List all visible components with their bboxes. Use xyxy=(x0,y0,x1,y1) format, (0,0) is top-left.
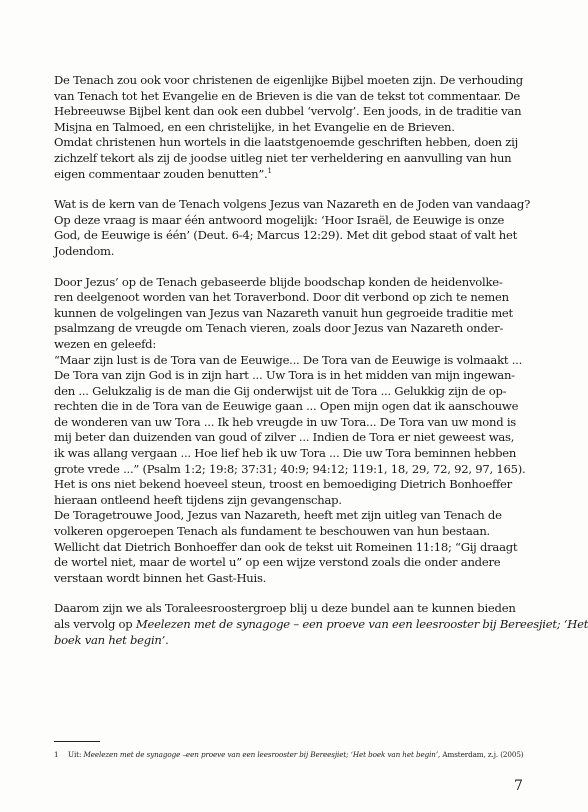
text-line: De Tora van zijn God is in zijn hart ... Uw Tora is in het midden van mijn ingewan- xyxy=(54,368,515,383)
text-line: Het is ons niet bekend hoeveel steun, troost en bemoediging Dietrich Bonhoeffer xyxy=(54,477,512,492)
text-line: Hebreeuwse Bijbel kent dan ook een dubbel ‘vervolg’. Een joods, in de traditie van xyxy=(54,104,522,119)
text-line: Wat is de kern van de Tenach volgens Jezus van Nazareth en de Joden van vandaag? xyxy=(54,197,531,212)
paragraph-gap xyxy=(54,586,514,601)
footnote-text: , Amsterdam, z.j. (2005) xyxy=(438,750,524,759)
footnote-divider xyxy=(54,741,100,742)
paragraph-kern xyxy=(54,197,531,259)
text-line: mij beter dan duizenden van goud of zilver ... Indien de Tora er niet geweest was, xyxy=(54,430,515,445)
footnote-title: Meelezen met de synagoge –een proeve van een leesrooster bij Bereesjiet; ‘Het boek van het begin’ xyxy=(83,750,439,759)
text-line: Misjna en Talmoed, en een christelijke, in het Evangelie en de Brieven. xyxy=(54,119,455,134)
text-line: Omdat christenen hun wortels in die laatstgenoemde geschriften hebben, doen zij xyxy=(54,135,518,150)
paragraph-gap xyxy=(54,260,514,275)
text-line: Op deze vraag is maar één antwoord mogelijk: ‘Hoor Israël, de Eeuwige is onze xyxy=(54,212,505,227)
text-line: kunnen de volgelingen van Jezus van Nazareth vanuit hun gegroeide traditie met xyxy=(54,305,513,320)
text-line: Daarom zijn we als Toraleesroostergroep blij u deze bundel aan te kunnen bieden xyxy=(54,601,516,616)
text-segment: als vervolg op xyxy=(54,617,136,631)
text-line: God, de Eeuwige is één’ (Deut. 6-4; Marcus 12:29). Met dit gebod staat of valt het xyxy=(54,228,518,243)
text-line: grote vrede ...” (Psalm 1:2; 19:8; 37:31; 40:9; 94:12; 119:1, 18, 29, 72, 92, 97, 165). xyxy=(54,461,526,476)
footnote xyxy=(54,750,524,760)
text-segment: – xyxy=(289,617,303,631)
book-title: Meelezen met de synagoge xyxy=(135,617,290,631)
book-subtitle: een proeve van een leesrooster bij Bereesjiet; ‘Het xyxy=(302,617,588,631)
paragraph-closing xyxy=(54,601,588,648)
text-line xyxy=(54,617,588,633)
text-line: de wortel niet, maar de wortel u” op een wijze verstond zoals die onder andere xyxy=(54,555,501,570)
text-segment: . xyxy=(165,632,169,647)
text-line: De Toragetrouwe Jood, Jezus van Nazareth, heeft met zijn uitleg van Tenach de xyxy=(54,508,502,523)
footnote-reference[interactable]: 1 xyxy=(267,166,272,175)
text-line: zichzelf tekort als zij de joodse uitleg niet ter verheldering en aanvulling van hun xyxy=(54,150,512,165)
text-line: rechten die in de Tora van de Eeuwige gaan ... Open mijn ogen dat ik aanschouwe xyxy=(54,399,519,414)
footnote-text: Uit: xyxy=(68,750,84,759)
text-line: ik was allang vergaan ... Hoe lief heb ik uw Tora ... Die uw Tora beminnen hebben xyxy=(54,446,517,461)
text-line-content: eigen commentaar zouden benutten”. xyxy=(54,166,268,181)
text-line: de wonderen van uw Tora ... Ik heb vreugde in uw Tora... De Tora van uw mond is xyxy=(54,414,516,429)
text-line xyxy=(54,167,514,183)
body-text xyxy=(54,73,588,648)
text-line: volkeren opgeroepen Tenach als fundament te beschouwen van hun bestaan. xyxy=(54,524,490,539)
text-line: den ... Gelukzalig is de man die Gij onderwijst uit de Tora ... Gelukkig zijn de op- xyxy=(54,383,507,398)
text-line: psalmzang de vreugde om Tenach vieren, zoals door Jezus van Nazareth onder- xyxy=(54,321,504,336)
text-line: Door Jezus’ op de Tenach gebaseerde blijde boodschap konden de heidenvolke- xyxy=(54,274,503,289)
text-line: wezen en geleefd: xyxy=(54,336,157,351)
text-line: ren deelgenoot worden van het Toraverbond. Door dit verbond op zich te nemen xyxy=(54,290,509,305)
text-line xyxy=(54,633,514,649)
paragraph-intro xyxy=(54,73,523,182)
text-line: Wellicht dat Dietrich Bonhoeffer dan ook de tekst uit Romeinen 11:18; “Gij draagt xyxy=(54,539,518,554)
paragraph-psalms xyxy=(54,274,526,587)
text-line: “Maar zijn lust is de Tora van de Eeuwige... De Tora van de Eeuwige is volmaakt ... xyxy=(54,352,523,367)
text-line: Jodendom. xyxy=(54,243,115,258)
text-line: De Tenach zou ook voor christenen de eigenlijke Bijbel moeten zijn. De verhouding xyxy=(54,73,523,87)
paragraph-gap xyxy=(54,182,514,197)
text-line: verstaan wordt binnen het Gast-Huis. xyxy=(54,570,267,585)
book-subtitle: boek van het begin’ xyxy=(54,632,166,647)
page-number: 7 xyxy=(514,778,523,794)
footnote-number: 1 xyxy=(54,750,59,759)
text-line: hieraan ontleend heeft tijdens zijn gevangenschap. xyxy=(54,492,342,507)
text-line: van Tenach tot het Evangelie en de Brieven is die van de tekst tot commentaar. De xyxy=(54,88,521,103)
